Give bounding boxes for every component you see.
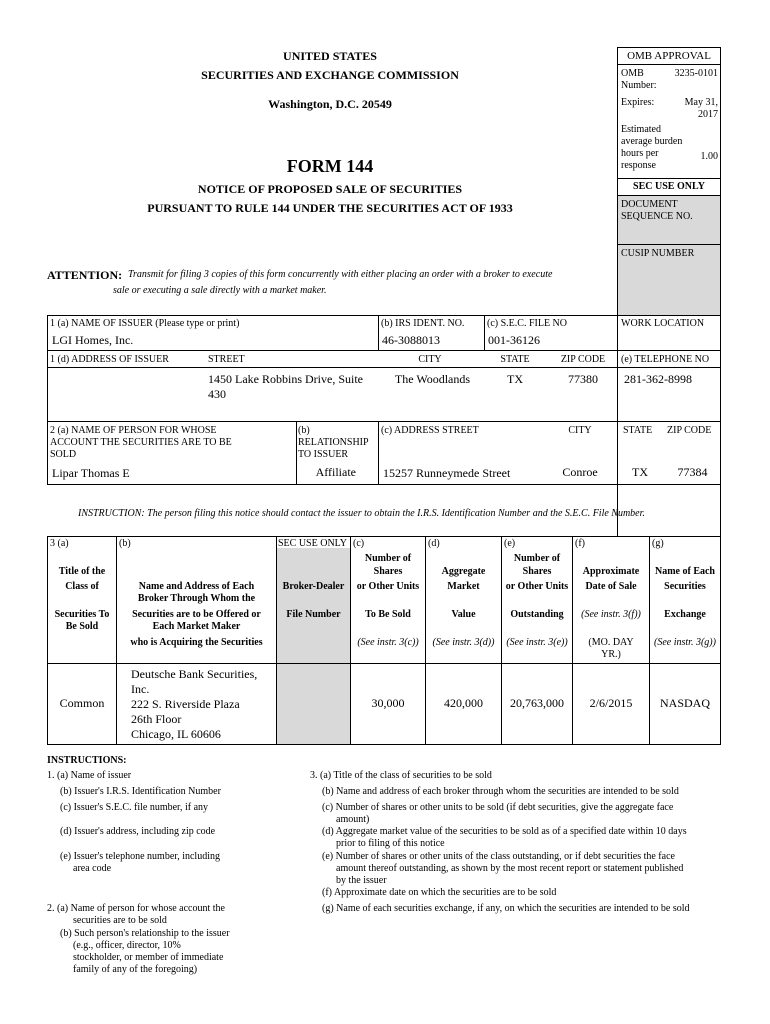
hdr-g-4: (See instr. 3(g)) — [654, 637, 716, 648]
sec-file-no-label: (c) S.E.C. FILE NO — [487, 318, 567, 329]
instr-left-7: 2. (a) Name of person for whose account the — [47, 903, 225, 914]
hdr-c-4: To Be Sold — [365, 609, 411, 620]
instr-left-11: stockholder, or member of immediate — [73, 952, 224, 963]
hdr-b-2: Broker Through Whom the — [137, 593, 256, 604]
relationship-label-2: RELATIONSHIP — [298, 437, 369, 448]
hdr-d-3: Value — [451, 609, 476, 620]
hdr-e-3: or Other Units — [505, 581, 569, 592]
instr-right-1: 3. (a) Title of the class of securities to be sold — [310, 770, 492, 781]
state-label: STATE — [500, 354, 530, 365]
header-line-3: Washington, D.C. 20549 — [268, 97, 392, 111]
omb-document-sequence: DOCUMENT SEQUENCE NO. — [621, 199, 693, 222]
issuer-street-line-2[interactable]: 430 — [208, 387, 226, 401]
instr-left-1: 1. (a) Name of issuer — [47, 770, 132, 781]
broker-line-1[interactable]: Deutsche Bank Securities, — [131, 667, 258, 681]
person-name-label-2: ACCOUNT THE SECURITIES ARE TO BE — [50, 437, 232, 448]
hdr-f-2: Date of Sale — [585, 581, 637, 592]
hdr-b-5: who is Acquiring the Securities — [130, 637, 263, 648]
omb-burden-value: 1.00 — [700, 151, 718, 162]
col-d-letter: (d) — [428, 538, 440, 549]
hdr-c-2: Shares — [373, 566, 403, 577]
col-f-letter: (f) — [575, 538, 585, 549]
telephone-label: (e) TELEPHONE NO — [621, 354, 710, 365]
person-zip-label: ZIP CODE — [667, 425, 712, 436]
work-location-label: WORK LOCATION — [621, 318, 705, 329]
hdr-a-2: Class of — [65, 581, 99, 592]
instructions-title: INSTRUCTIONS: — [47, 755, 127, 766]
col-a-letter: 3 (a) — [50, 538, 69, 549]
instr-right-5: (d) Aggregate market value of the securities to be sold as of a specified date within 10 days — [322, 826, 687, 837]
instruction-note: INSTRUCTION: The person filing this notice should contact the issuer to obtain the I.R.S. Identification Number and the S.E.C. File Number. — [78, 508, 645, 519]
instr-left-6: area code — [73, 863, 112, 874]
securities-class-field[interactable]: Common — [59, 696, 105, 710]
person-city-label: CITY — [568, 425, 592, 436]
hdr-sec-1: Broker-Dealer — [282, 581, 345, 592]
attention-label: ATTENTION: — [47, 268, 123, 282]
instr-right-8: amount thereof outstanding, as shown by the most recent report or statement published — [336, 863, 684, 874]
hdr-g-2: Securities — [664, 581, 706, 592]
issuer-telephone-field[interactable]: 281-362-8998 — [624, 372, 692, 386]
broker-line-4[interactable]: 26th Floor — [131, 712, 182, 726]
instr-left-12: family of any of the foregoing) — [73, 964, 198, 975]
instr-right-3: (c) Number of shares or other units to be sold (if debt securities, give the aggregate face — [322, 802, 674, 813]
issuer-state-field[interactable]: TX — [507, 372, 523, 386]
omb-sec-use-only: SEC USE ONLY — [633, 181, 705, 192]
person-name-field[interactable]: Lipar Thomas E — [52, 466, 130, 480]
instr-left-3: (c) Issuer's S.E.C. file number, if any — [60, 802, 209, 813]
shares-outstanding-field[interactable]: 20,763,000 — [510, 696, 564, 710]
person-state-field[interactable]: TX — [632, 465, 648, 479]
hdr-a-1: Title of the — [58, 566, 106, 577]
col-sec-use-only: SEC USE ONLY — [278, 538, 348, 549]
instr-right-10: (f) Approximate date on which the securities are to be sold — [322, 887, 557, 898]
attention-text-1: Transmit for filing 3 copies of this form concurrently with either placing an order with a broker to execute — [128, 269, 553, 280]
instr-right-4: amount) — [336, 814, 370, 825]
issuer-name-field[interactable]: LGI Homes, Inc. — [52, 333, 134, 347]
col-e-letter: (e) — [504, 538, 516, 549]
street-label: STREET — [208, 354, 245, 365]
hdr-e-4: Outstanding — [510, 609, 564, 620]
instr-left-2: (b) Issuer's I.R.S. Identification Number — [60, 786, 221, 797]
hdr-f-3: (See instr. 3(f)) — [581, 609, 641, 620]
omb-approval-title: OMB APPROVAL — [627, 50, 711, 62]
hdr-g-1: Name of Each — [655, 566, 715, 577]
person-address-label: (c) ADDRESS STREET — [381, 425, 479, 436]
relationship-field[interactable]: Affiliate — [315, 465, 356, 479]
person-city-field[interactable]: Conroe — [562, 465, 598, 479]
instr-right-11: (g) Name of each securities exchange, if any, on which the securities are intended to be sold — [322, 903, 690, 914]
relationship-label-3: TO ISSUER — [298, 449, 349, 460]
city-label: CITY — [418, 354, 442, 365]
relationship-label-1: (b) — [298, 425, 310, 436]
hdr-c-1: Number of — [364, 553, 412, 564]
sec-file-no-field[interactable]: 001-36126 — [488, 333, 540, 347]
issuer-city-field[interactable]: The Woodlands — [394, 372, 471, 386]
instr-left-10: (e.g., officer, director, 10% — [73, 940, 181, 951]
zip-label: ZIP CODE — [560, 354, 606, 365]
hdr-sec-2: File Number — [286, 609, 341, 620]
person-name-label-3: SOLD — [50, 449, 77, 460]
hdr-a-4: Be Sold — [65, 621, 99, 632]
aggregate-market-value-field[interactable]: 420,000 — [444, 696, 483, 710]
omb-cusip-number: CUSIP NUMBER — [621, 248, 695, 259]
hdr-f-1: Approximate — [582, 566, 640, 577]
hdr-e-5: (See instr. 3(e)) — [506, 637, 568, 648]
hdr-f-5: YR.) — [601, 649, 621, 660]
irs-ident-field[interactable]: 46-3088013 — [382, 333, 440, 347]
hdr-d-4: (See instr. 3(d)) — [432, 637, 495, 648]
omb-expires-label: Expires: — [621, 97, 655, 108]
sale-date-field[interactable]: 2/6/2015 — [589, 696, 633, 710]
issuer-name-label: 1 (a) NAME OF ISSUER (Please type or print) — [50, 318, 240, 329]
hdr-g-3: Exchange — [664, 609, 706, 620]
omb-number-value: 3235-0101 — [674, 68, 718, 79]
header-line-2: SECURITIES AND EXCHANGE COMMISSION — [201, 68, 459, 82]
form-title: FORM 144 — [286, 156, 374, 176]
header-line-1: UNITED STATES — [283, 49, 377, 63]
person-zip-field[interactable]: 77384 — [677, 465, 708, 479]
col-c-letter: (c) — [353, 538, 365, 549]
hdr-b-4: Each Market Maker — [152, 621, 241, 632]
instr-right-2: (b) Name and address of each broker through whom the securities are intended to be sold — [322, 786, 679, 797]
hdr-c-5: (See instr. 3(c)) — [357, 637, 419, 648]
instr-left-5: (e) Issuer's telephone number, including — [60, 851, 220, 862]
omb-number-label: OMB Number: — [621, 68, 657, 91]
person-name-label-1: 2 (a) NAME OF PERSON FOR WHOSE — [50, 425, 217, 436]
issuer-zip-field[interactable]: 77380 — [568, 372, 598, 386]
hdr-b-3: Securities are to be Offered or — [132, 609, 261, 620]
omb-burden-label: Estimated average burden hours per response — [621, 124, 683, 171]
hdr-d-1: Aggregate — [441, 566, 486, 577]
instr-left-9: (b) Such person's relationship to the issuer — [60, 928, 230, 939]
form-subtitle-2: PURSUANT TO RULE 144 UNDER THE SECURITIES ACT OF 1933 — [147, 201, 513, 215]
issuer-address-label: 1 (d) ADDRESS OF ISSUER — [50, 354, 169, 365]
hdr-c-3: or Other Units — [356, 581, 420, 592]
shares-to-be-sold-field[interactable]: 30,000 — [371, 696, 405, 710]
instr-left-4: (d) Issuer's address, including zip code — [60, 826, 216, 837]
issuer-street-line-1[interactable]: 1450 Lake Robbins Drive, Suite — [208, 372, 363, 386]
broker-line-5[interactable]: Chicago, IL 60606 — [131, 727, 221, 741]
hdr-b-1: Name and Address of Each — [138, 581, 255, 592]
attention-text-2: sale or executing a sale directly with a market maker. — [113, 285, 327, 296]
hdr-d-2: Market — [447, 581, 480, 592]
hdr-f-4: (MO. DAY — [588, 637, 634, 648]
form-subtitle-1: NOTICE OF PROPOSED SALE OF SECURITIES — [197, 182, 463, 196]
col-b-letter: (b) — [119, 538, 131, 549]
instr-right-7: (e) Number of shares or other units of the class outstanding, or if debt securities the face — [322, 851, 675, 862]
person-address-field[interactable]: 15257 Runneymede Street — [383, 466, 511, 480]
hdr-e-1: Number of — [513, 553, 561, 564]
omb-expires-value: May 31, 2017 — [684, 97, 718, 120]
instr-right-6: prior to filing of this notice — [336, 838, 445, 849]
instr-left-8: securities are to be sold — [73, 915, 167, 926]
exchange-field[interactable]: NASDAQ — [659, 696, 710, 710]
broker-line-2[interactable]: Inc. — [131, 682, 150, 696]
broker-line-3[interactable]: 222 S. Riverside Plaza — [131, 697, 240, 711]
irs-ident-label: (b) IRS IDENT. NO. — [381, 318, 465, 329]
person-state-label: STATE — [623, 425, 653, 436]
sec-use-only-shaded-column — [277, 548, 350, 744]
instr-right-9: by the issuer — [336, 875, 387, 886]
hdr-a-3: Securities To — [54, 609, 110, 620]
col-g-letter: (g) — [652, 538, 664, 549]
hdr-e-2: Shares — [522, 566, 552, 577]
